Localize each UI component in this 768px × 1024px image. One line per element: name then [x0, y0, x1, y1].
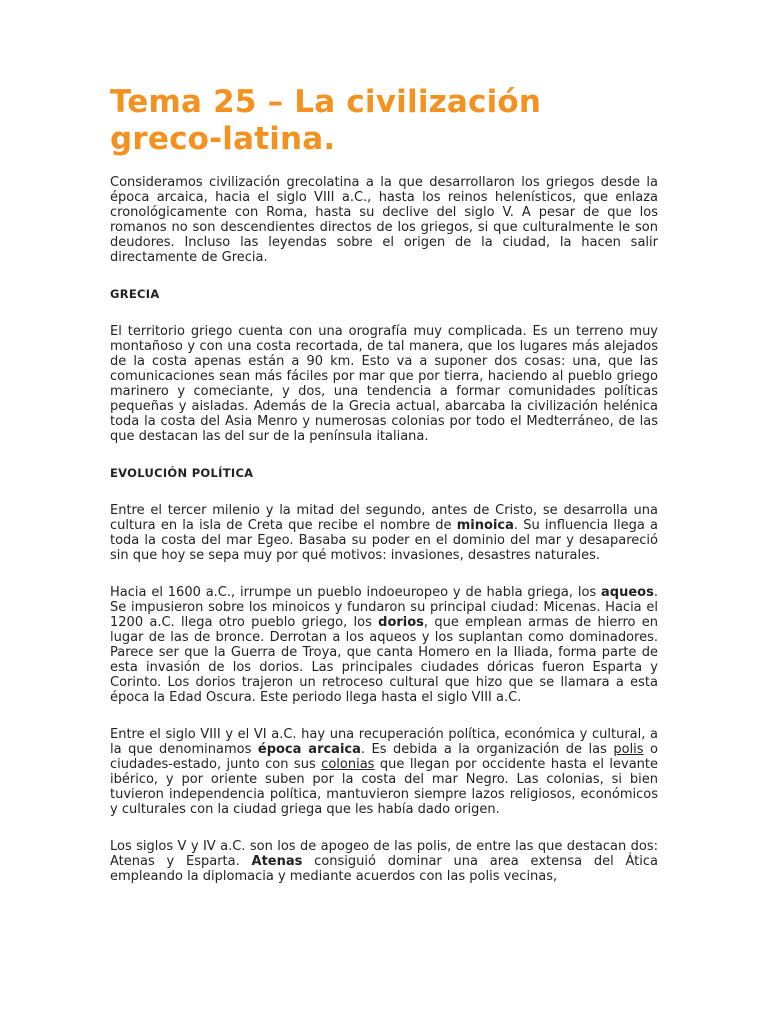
text-run: , que emplean armas de hierro en lugar de las de bronce. Derrotan a los aqueos y los suplantan como dominadores. Parece ser que la Guerra de Troya, que canta Homero en la Iliada, forma parte de esta invasión de los dorios. Las principales ciudades dóricas fueron Esparta y Corinto. Los dorios trajeron un retroceso cultural que hizo que se llamara a esta época la Edad Oscura. Este periodo llega hasta el siglo VIII a.C.	[110, 615, 658, 705]
bold-term-epoca-arcaica: época arcaica	[257, 742, 361, 757]
text-run: que llegan por occidente hasta el levante ibérico, y por oriente suben por la costa del mar Negro. Las colonias, si bien tuvieron independencia política, mantuvieron siempre lazos religiosos, económicos y culturales con la ciudad griega que les había dado origen.	[110, 757, 658, 817]
section-heading-grecia: GRECIA	[110, 287, 160, 301]
text-run: o ciudades-estado, junto con sus	[110, 742, 659, 772]
text-run: . Se impusieron sobre los minoicos y fundaron su principal ciudad: Micenas. Hacia el 1200 a.C. llega otro pueblo griego, los	[110, 585, 658, 630]
grecia-paragraph: El territorio griego cuenta con una orografía muy complicada. Es un terreno muy montañoso y con una costa recortada, de tal manera, que los lugares más alejados de la costa apenas están a 90 km. Esto va a suponer dos cosas: una, que las comunicaciones sean más fáciles por mar que por tierra, haciendo al pueblo griego marinero y comeciante, y dos, una tendencia a formar comunidades políticas pequeñas y aisladas. Además de la Grecia actual, abarcaba la civilización helénica toda la costa del Asia Menro y numerosas colonias por todo el Medterráneo, de las que destacan las del sur de la península italiana.	[110, 324, 658, 444]
bold-term-aqueos: aqueos	[601, 585, 654, 600]
paragraph-apogeo-polis	[110, 839, 658, 884]
text-run: Los siglos V y IV a.C. son los de apogeo de las polis, de entre las que destacan dos: Atenas y Esparta.	[110, 839, 658, 869]
paragraph-aqueos-dorios	[110, 585, 658, 705]
text-run: Entre el tercer milenio y la mitad del segundo, antes de Cristo, se desarrolla una cultura en la isla de Creta que recibe el nombre de	[110, 503, 658, 533]
paragraph-epoca-arcaica	[110, 727, 658, 817]
text-run: . Es debida a la organización de las	[360, 742, 614, 757]
text-run: consiguió dominar una area extensa del Ática empleando la diplomacia y mediante acuerdos con las polis vecinas,	[110, 854, 659, 884]
document-page	[110, 84, 658, 884]
bold-term-dorios: dorios	[378, 615, 424, 630]
underlined-term-polis: polis	[613, 742, 644, 757]
text-run: Hacia el 1600 a.C., irrumpe un pueblo indoeuropeo y de habla griega, los	[110, 585, 602, 600]
text-run: Entre el siglo VIII y el VI a.C. hay una recuperación política, económica y cultural, a la que denominamos	[110, 727, 658, 757]
bold-term-atenas: Atenas	[251, 854, 303, 869]
intro-paragraph: Consideramos civilización grecolatina a la que desarrollaron los griegos desde la época arcaica, hacia el siglo VIII a.C., hasta los reinos helenísticos, que enlaza cronológicamente con Roma, hasta su declive del siglo V. A pesar de que los romanos no son descendientes directos de los griegos, si que culturalmente le son deudores. Incluso las leyendas sobre el origen de la ciudad, la hacen salir directamente de Grecia.	[110, 175, 658, 265]
underlined-term-colonias: colonias	[321, 757, 375, 772]
document-title: Tema 25 – La civilización greco-latina.	[110, 84, 542, 157]
paragraph-minoica	[110, 503, 658, 563]
bold-term-minoica: minoica	[456, 518, 514, 533]
section-heading-evolucion-politica: EVOLUCIÓN POLÍTICA	[110, 466, 254, 480]
text-run: . Su influencia llega a toda la costa del mar Egeo. Basaba su poder en el dominio del mar y desapareció sin que hoy se sepa muy por qué motivos: invasiones, desastres naturales.	[110, 518, 658, 563]
